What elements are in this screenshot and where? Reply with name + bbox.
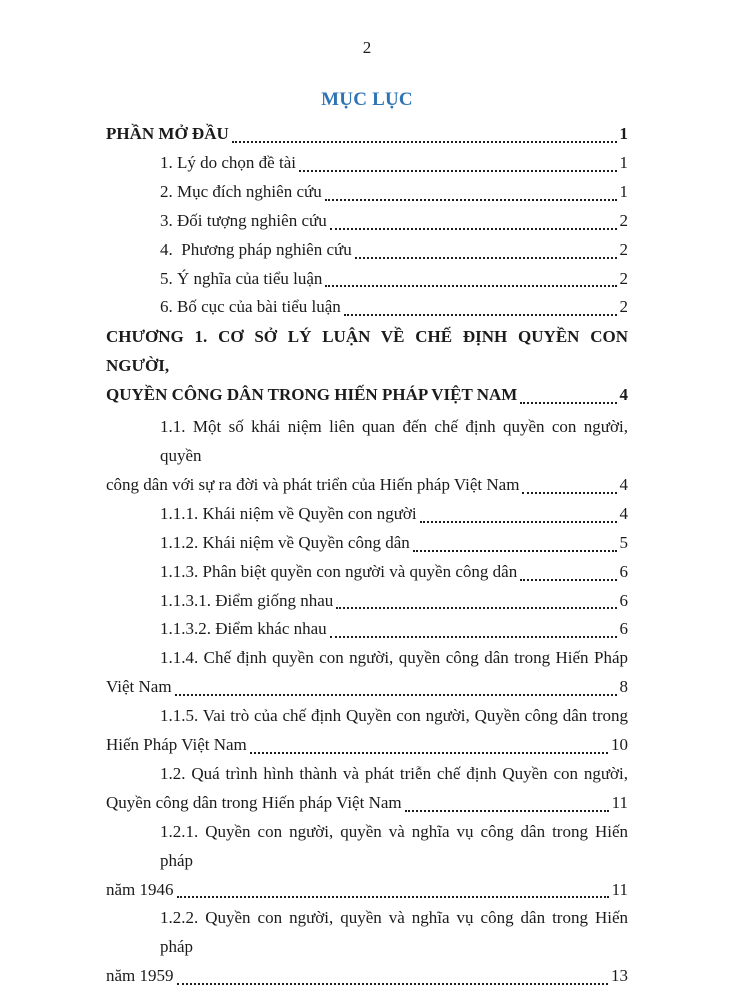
toc-entry-text: 1.1.2. Khái niệm về Quyền công dân <box>160 532 410 552</box>
toc-entry-lastline <box>106 615 628 644</box>
toc-entry-lastline <box>106 789 628 818</box>
toc-entry-lastline <box>106 962 628 991</box>
dot-leader <box>522 492 616 494</box>
toc-entry-pagenum: 1 <box>619 152 628 172</box>
toc-entry-lastline <box>106 529 628 558</box>
dot-leader <box>520 402 616 404</box>
toc-entry[interactable] <box>106 529 628 558</box>
toc-entry-lastline <box>106 558 628 587</box>
toc-entry-pagenum: 2 <box>619 297 628 317</box>
dot-leader <box>344 314 617 316</box>
toc-entry-pagenum: 4 <box>619 474 628 494</box>
toc-entry-pagenum: 2 <box>619 268 628 288</box>
page-number: 2 <box>362 38 372 57</box>
toc-entry-line: 1.1.4. Chế định quyền con người, quyền công dân trong Hiến Pháp <box>160 648 628 668</box>
dot-leader <box>355 257 617 259</box>
toc-entry-lastline <box>106 236 628 265</box>
toc-entry-lastline <box>106 207 628 236</box>
toc-heading-entry[interactable] <box>106 120 628 149</box>
toc-entry-text: 5. Ý nghĩa của tiểu luận <box>160 268 323 288</box>
toc-entry-line: 1.1.5. Vai trò của chế định Quyền con người, Quyền công dân trong <box>160 706 628 726</box>
toc-entry[interactable] <box>106 500 628 529</box>
toc-entry[interactable] <box>106 178 628 207</box>
toc-entry-lastline <box>106 178 628 207</box>
toc-entry-lastline <box>106 471 628 500</box>
toc-entry[interactable] <box>106 760 628 818</box>
toc-entry-pagenum: 8 <box>619 677 628 697</box>
toc-entry-text: công dân với sự ra đời và phát triển của Hiến pháp Việt Nam <box>106 474 520 494</box>
dot-leader <box>413 550 617 552</box>
dot-leader <box>177 896 609 898</box>
toc-entry-pagenum: 11 <box>611 879 628 899</box>
toc-entry-lastline <box>106 673 628 702</box>
toc-entry-line: CHƯƠNG 1. CƠ SỞ LÝ LUẬN VỀ CHẾ ĐỊNH QUYỀN CON NGƯỜI, <box>106 327 628 376</box>
toc-list <box>106 120 628 991</box>
toc-entry-pagenum: 1 <box>619 124 628 143</box>
toc-entry[interactable] <box>106 818 628 905</box>
toc-entry-pagenum: 6 <box>619 590 628 610</box>
toc-entry[interactable] <box>106 615 628 644</box>
toc-entry-lastline <box>106 381 628 410</box>
toc-entry-text: PHẦN MỞ ĐẦU <box>106 124 229 143</box>
toc-entry-line: 1.1. Một số khái niệm liên quan đến chế định quyền con người, quyền <box>160 417 628 465</box>
toc-entry-text: 1. Lý do chọn đề tài <box>160 152 296 172</box>
toc-entry[interactable] <box>106 587 628 616</box>
dot-leader <box>325 285 616 287</box>
toc-entry-text: 2. Mục đích nghiên cứu <box>160 181 322 201</box>
toc-entry[interactable] <box>106 236 628 265</box>
toc-entry-lastline <box>106 587 628 616</box>
dot-leader <box>299 170 617 172</box>
toc-entry-text: 3. Đối tượng nghiên cứu <box>160 210 327 230</box>
toc-entry-text: QUYỀN CÔNG DÂN TRONG HIẾN PHÁP VIỆT NAM <box>106 385 518 405</box>
toc-entry[interactable] <box>106 293 628 322</box>
toc-entry[interactable] <box>106 904 628 991</box>
toc-entry-text: Hiến Pháp Việt Nam <box>106 735 247 755</box>
toc-entry[interactable] <box>106 207 628 236</box>
toc-entry-text: 1.1.1. Khái niệm về Quyền con người <box>160 503 417 523</box>
toc-entry[interactable] <box>106 265 628 294</box>
toc-entry-text: Quyền công dân trong Hiến pháp Việt Nam <box>106 792 402 812</box>
dot-leader <box>175 694 617 696</box>
toc-heading-entry[interactable] <box>106 323 628 410</box>
toc-entry-text: Việt Nam <box>106 677 172 697</box>
toc-entry-line: 1.2.1. Quyền con người, quyền và nghĩa vụ công dân trong Hiến pháp <box>160 821 628 870</box>
toc-entry-lastline <box>106 500 628 529</box>
toc-entry-text: 6. Bố cục của bài tiểu luận <box>160 297 341 317</box>
toc-entry[interactable] <box>106 558 628 587</box>
dot-leader <box>420 521 617 523</box>
toc-entry-line: 1.2.2. Quyền con người, quyền và nghĩa vụ công dân trong Hiến pháp <box>160 908 628 957</box>
toc-entry-text: 4. Phương pháp nghiên cứu <box>160 239 352 259</box>
toc-entry-text: năm 1959 <box>106 966 174 986</box>
toc-title: MỤC LỤC <box>321 89 413 110</box>
toc-entry-text: 1.1.3.1. Điểm giống nhau <box>160 590 334 610</box>
toc-entry-lastline <box>106 293 628 322</box>
dot-leader <box>520 579 616 581</box>
toc-entry-text: năm 1946 <box>106 879 174 899</box>
dot-leader <box>232 141 617 143</box>
toc-entry-pagenum: 10 <box>611 735 628 755</box>
dot-leader <box>330 636 617 638</box>
toc-entry-pagenum: 13 <box>611 966 628 986</box>
dot-leader <box>177 983 608 985</box>
dot-leader <box>336 607 616 609</box>
dot-leader <box>405 810 609 812</box>
toc-entry-lastline <box>106 731 628 760</box>
dot-leader <box>250 752 608 754</box>
toc-entry-pagenum: 11 <box>611 792 628 812</box>
toc-entry[interactable] <box>106 644 628 702</box>
toc-entry-pagenum: 2 <box>619 210 628 230</box>
toc-entry[interactable] <box>106 149 628 178</box>
dot-leader <box>330 228 617 230</box>
toc-entry-pagenum: 1 <box>619 181 628 201</box>
toc-entry[interactable] <box>106 413 628 500</box>
toc-entry-pagenum: 5 <box>619 532 628 552</box>
toc-entry-line: 1.2. Quá trình hình thành và phát triễn chế định Quyền con người, <box>160 763 628 783</box>
dot-leader <box>325 199 617 201</box>
toc-entry-lastline <box>106 149 628 178</box>
toc-entry-lastline <box>106 265 628 294</box>
toc-entry-pagenum: 2 <box>619 239 628 259</box>
toc-entry-pagenum: 4 <box>619 503 628 523</box>
toc-entry-lastline <box>106 876 628 905</box>
toc-entry-text: 1.1.3. Phân biệt quyền con người và quyền công dân <box>160 561 518 581</box>
toc-entry-pagenum: 6 <box>619 619 628 639</box>
toc-entry-pagenum: 4 <box>619 385 628 405</box>
toc-entry-lastline <box>106 120 628 149</box>
toc-entry-text: 1.1.3.2. Điểm khác nhau <box>160 619 327 639</box>
toc-entry[interactable] <box>106 702 628 760</box>
toc-entry-pagenum: 6 <box>619 561 628 581</box>
